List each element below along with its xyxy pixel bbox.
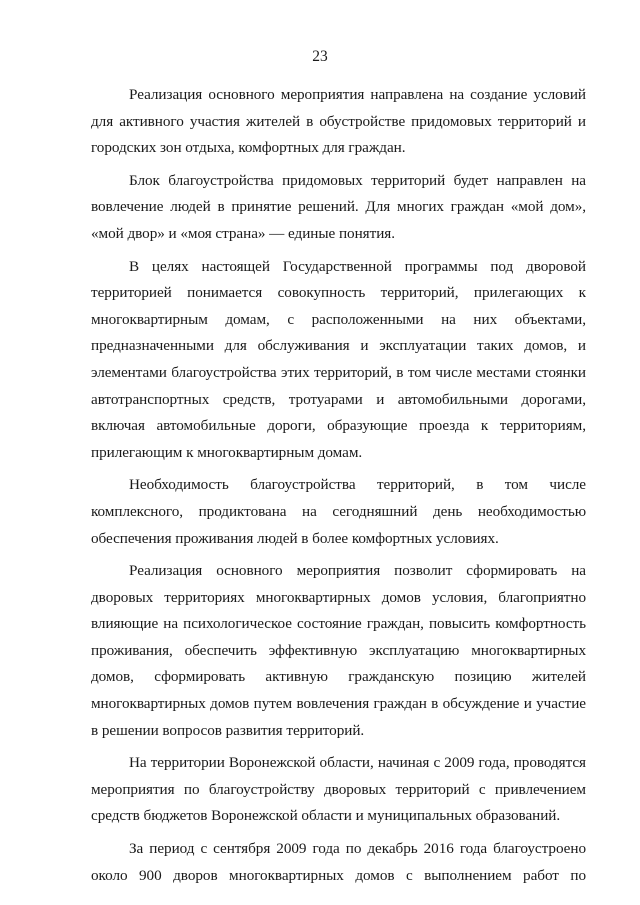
paragraph-3: В целях настоящей Государственной программы под дворовой территорией понимается совокупность территорий, прилегающих к многоквартирным домам, с расположенными на них объектами, предназначенными для обслуживания и эксплуатации таких домов, и элементами благоустройства этих территорий, в том числе местами стоянки автотранспортных средств, тротуарами и автомобильными дорогами, включая автомобильные дороги, образующие проезда к территориям, прилегающим к многоквартирным домам. [91, 257, 586, 461]
paragraph-5: Реализация основного мероприятия позволит сформировать на дворовых территориях многоквартирных домов условия, благоприятно влияющие на психологическое состояние граждан, повысить комфортность проживания, обеспечить эффективную эксплуатацию многоквартирных домов, сформировать активную гражданскую позицию жителей многоквартирных домов путем вовлечения граждан в обсуждение и участие в решении вопросов развития территорий. [91, 562, 586, 739]
paragraph-4: Необходимость благоустройства территорий, в том числе комплексного, продиктована на сегодняшний день необходимостью обеспечения проживания людей в более комфортных условиях. [91, 476, 586, 547]
paragraph-1: Реализация основного мероприятия направлена на создание условий для активного участия жителей в обустройстве придомовых территорий и городских зон отдыха, комфортных для граждан. [91, 86, 586, 157]
paragraph-7: За период с сентября 2009 года по декабрь 2016 года благоустроено около 900 дворов многоквартирных домов с выполнением работ по [91, 840, 586, 884]
paragraph-2: Блок благоустройства придомовых территорий будет направлен на вовлечение людей в принятие решений. Для многих граждан «мой дом», «мой двор» и «моя страна» — единые понятия. [91, 171, 586, 242]
document-body [91, 82, 586, 895]
page-number: 23 [312, 48, 328, 65]
paragraph-6: На территории Воронежской области, начиная с 2009 года, проводятся мероприятия по благоустройству дворовых территорий с привлечением средств бюджетов Воронежской области и муниципальных образований. [91, 754, 586, 825]
